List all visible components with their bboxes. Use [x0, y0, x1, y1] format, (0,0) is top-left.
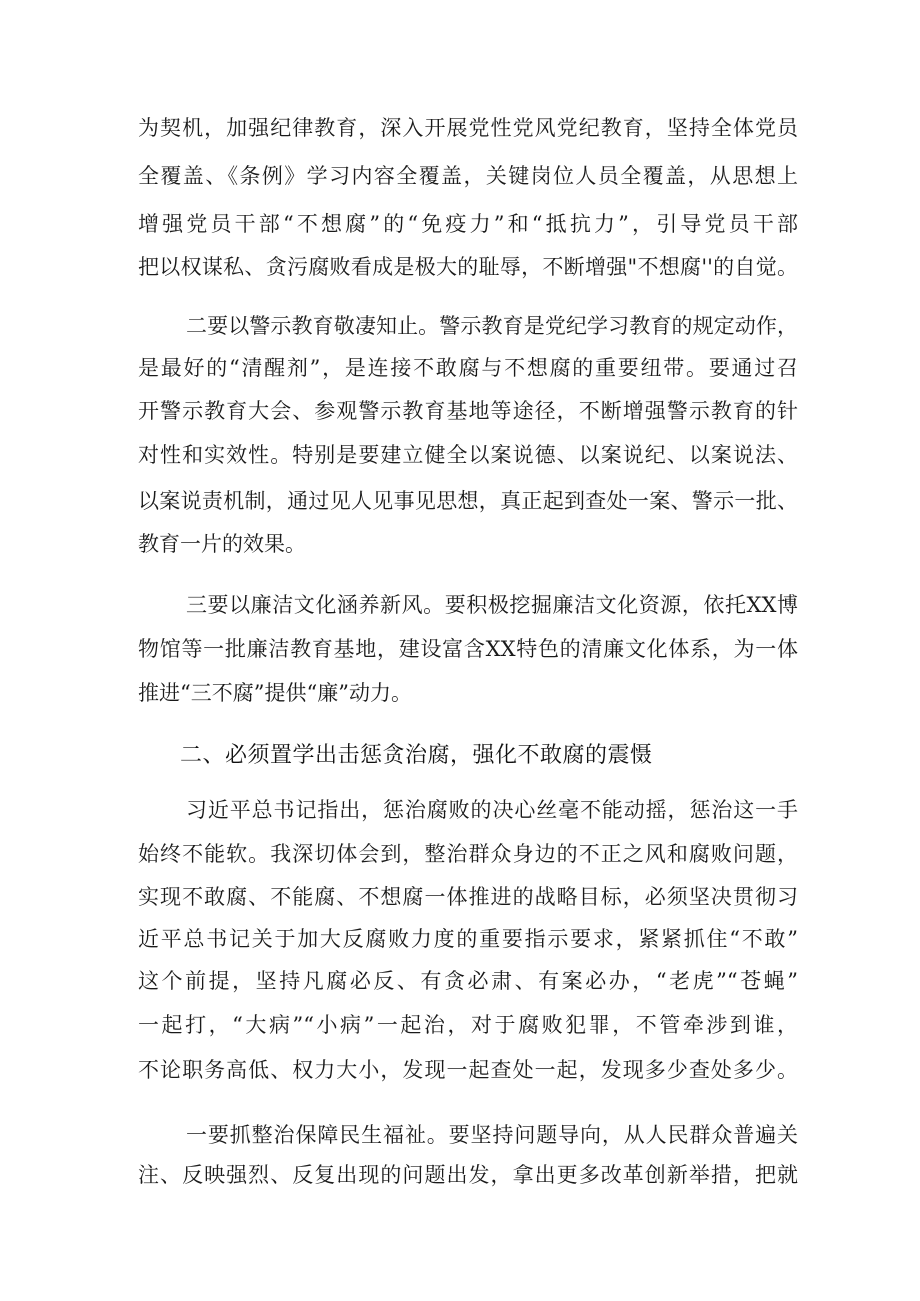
text-line: 二要以警示教育敬凄知止。警示教育是党纪学习教育的规定动作， [186, 314, 798, 338]
text-line: 开警示教育大会、参观警示教育基地等途径，不断增强警示教育的针 [138, 399, 798, 423]
text-line: 不论职务高低、权力大小，发现一起查处一起，发现多少查处多少。 [138, 1058, 798, 1082]
text-line: 一要抓整治保障民生福祉。要坚持问题导向，从人民群众普遍关 [186, 1123, 798, 1147]
text-line: 全覆盖、《条例》学习内容全覆盖，关键岗位人员全覆盖，从思想上 [138, 164, 798, 188]
text-line: 这个前提，坚持凡腐必反、有贪必肃、有案必办，“老虎”“苍蝇” [138, 969, 798, 993]
text-line: 推进“三不腐”提供“廉”动力。 [138, 681, 412, 705]
text-line: 增强党员干部“不想腐”的“免疫力”和“抵抗力”，引导党员干部 [138, 212, 798, 236]
text-line: 物馆等一批廉洁教育基地，建设富含XX特色的清廉文化体系，为一体 [138, 637, 798, 661]
text-line: 为契机，加强纪律教育，深入开展党性党风党纪教育，坚持全体党员 [138, 116, 798, 140]
text-line: 教育一片的效果。 [138, 532, 306, 556]
text-line: 三要以廉洁文化涵养新风。要积极挖掘廉洁文化资源，依托XX博 [186, 593, 798, 617]
text-line: 始终不能软。我深切体会到，整治群众身边的不正之风和腐败问题， [138, 842, 798, 866]
text-line: 以案说责机制，通过见人见事见思想，真正起到查处一案、警示一批、 [138, 489, 798, 513]
text-line: 一起打，“大病”“小病”一起治，对于腐败犯罪，不管牵涉到谁， [138, 1013, 798, 1037]
text-line: 把以权谋私、贪污腐败看成是极大的耻辱，不断增强"不想腐''的自觉。 [138, 255, 798, 279]
text-line: 注、反映强烈、反复出现的问题出发，拿出更多改革创新举措，把就 [138, 1163, 798, 1187]
text-line: 对性和实效性。特别是要建立健全以案说德、以案说纪、以案说法、 [138, 443, 798, 467]
text-line: 实现不敢腐、不能腐、不想腐一体推进的战略目标，必须坚决贯彻习 [138, 885, 798, 909]
text-line: 是最好的“清醒剂”，是连接不敢腐与不想腐的重要纽带。要通过召 [138, 356, 798, 380]
text-line: 习近平总书记指出，惩治腐败的决心丝毫不能动摇，惩治这一手 [186, 798, 798, 822]
text-line: 近平总书记关于加大反腐败力度的重要指示要求，紧紧抓住“不敢” [138, 927, 798, 951]
section-heading: 二、必须置学出击惩贪治腐，强化不敢腐的震慑 [180, 743, 653, 768]
